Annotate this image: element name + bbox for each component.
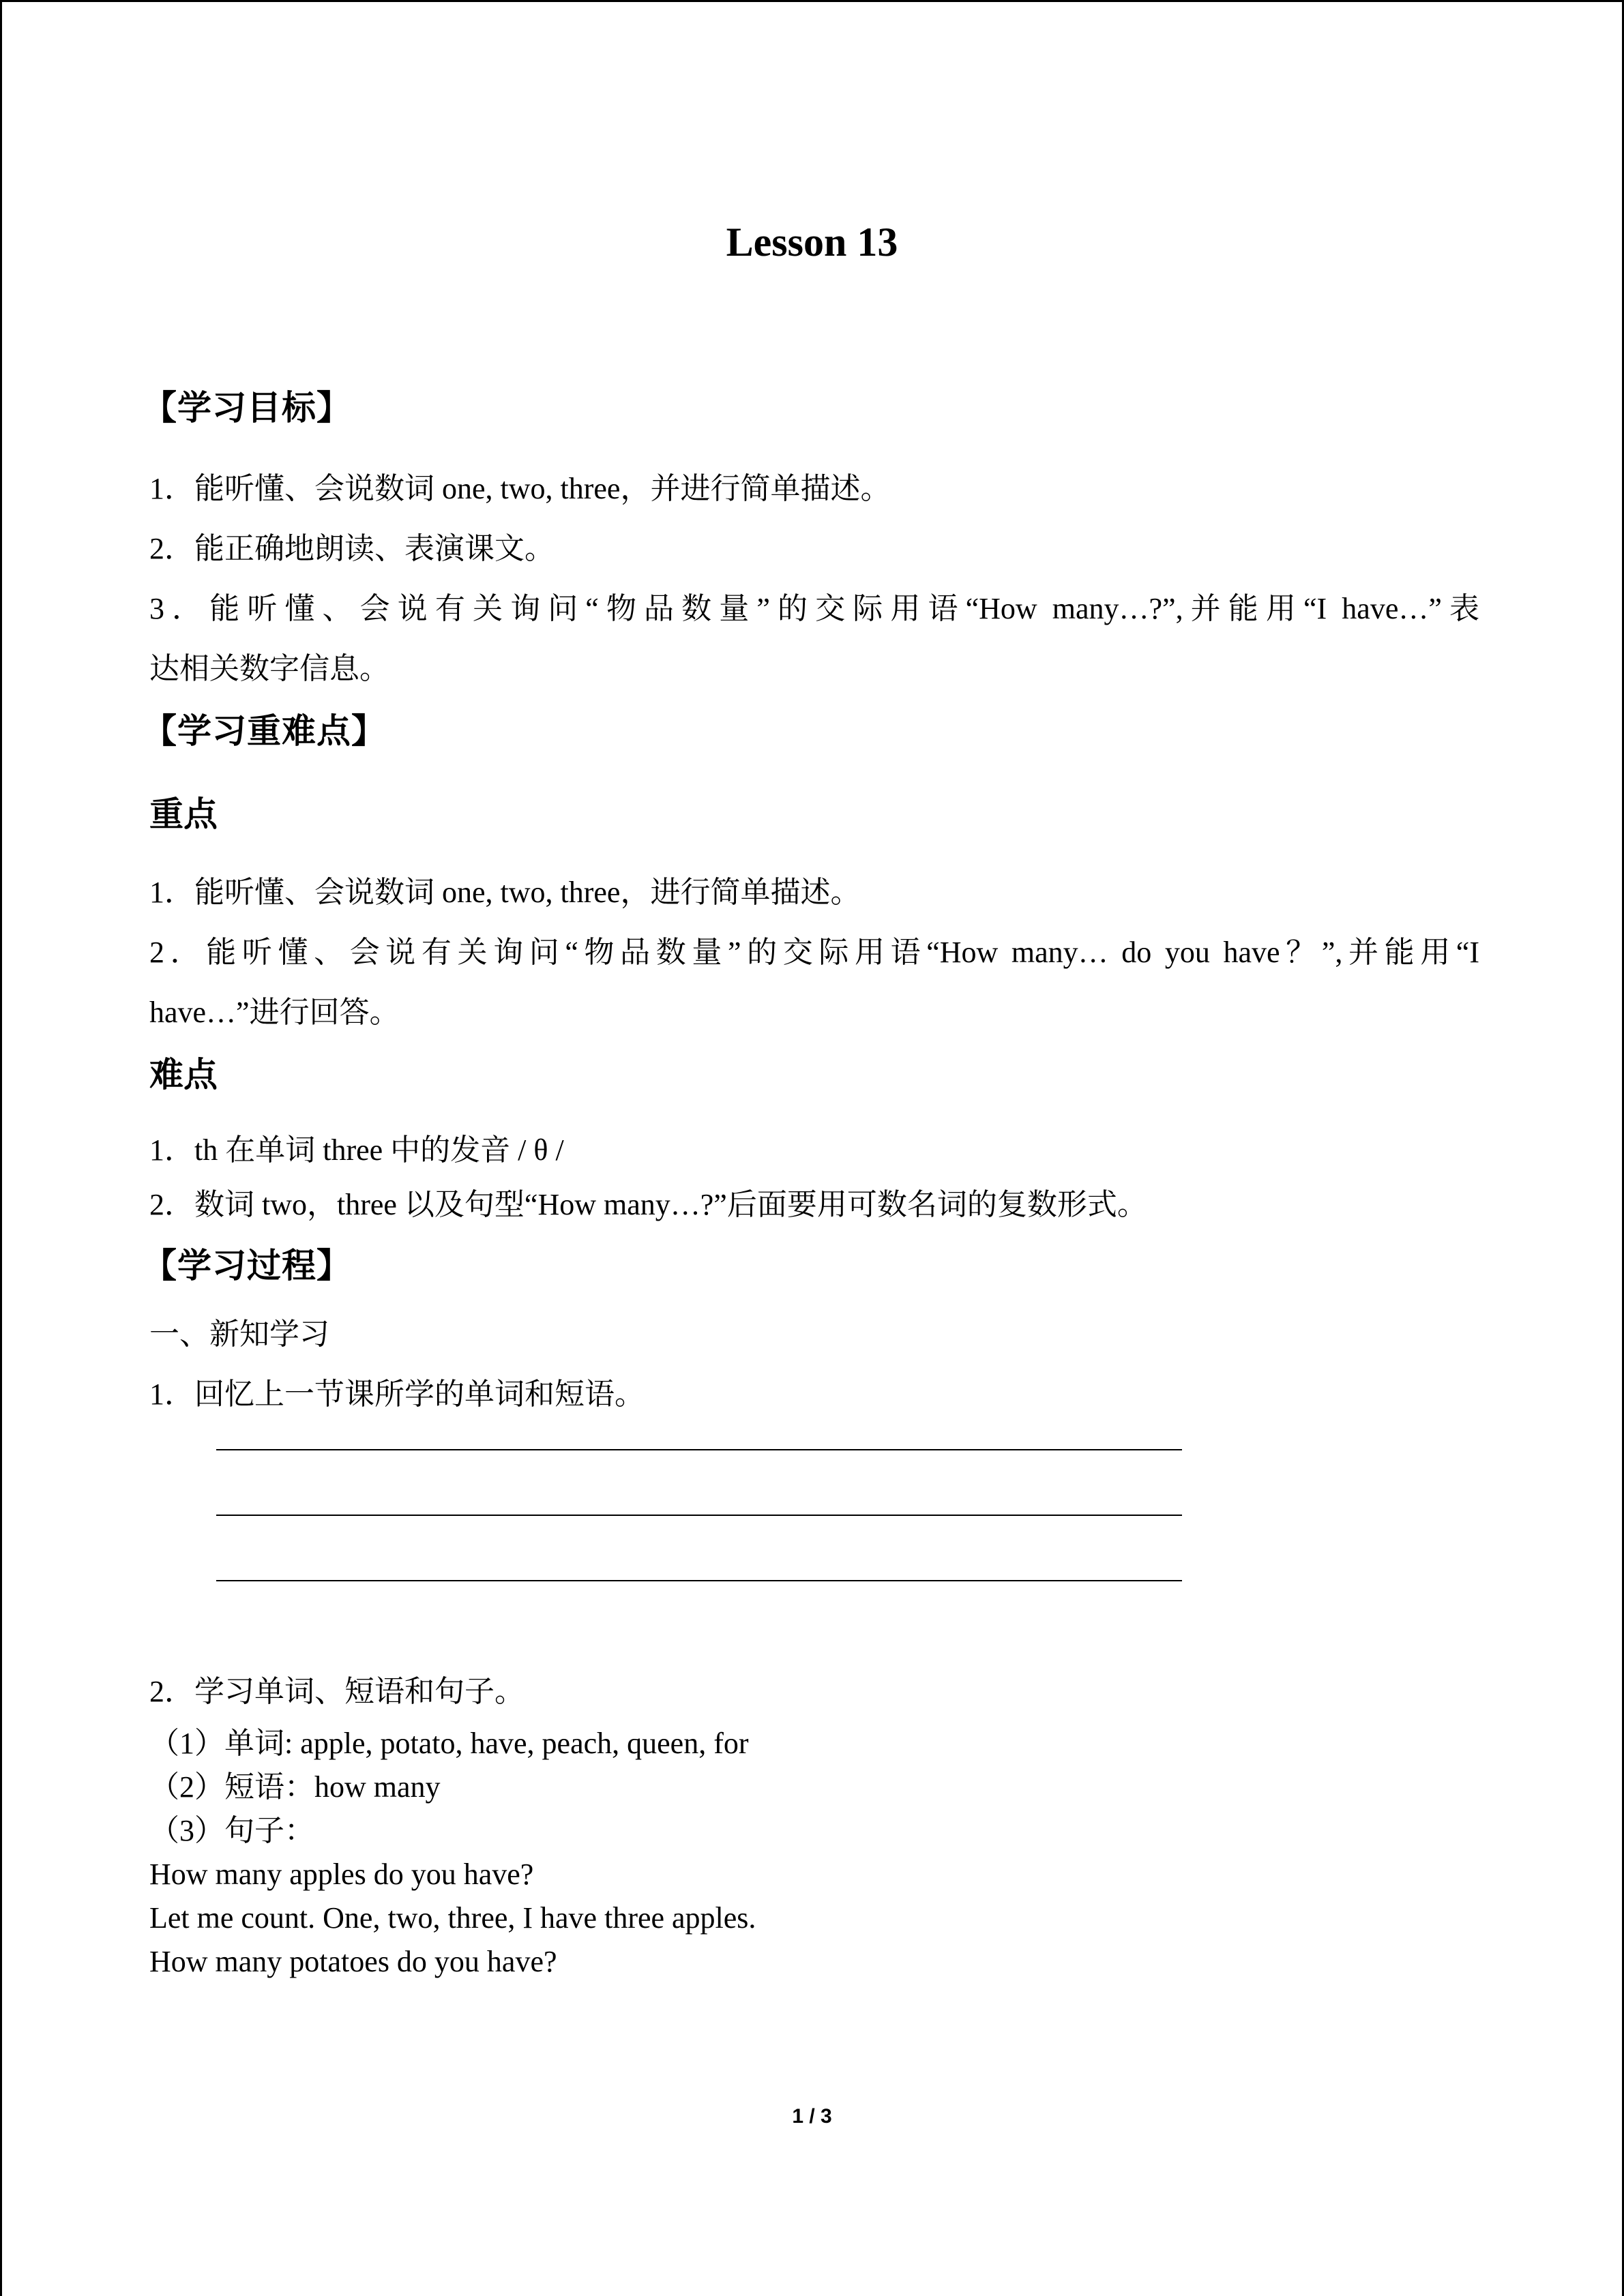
section-heading-key-difficult: 【学习重难点】 — [143, 711, 386, 751]
subheading-difficult-points: 难点 — [149, 1055, 218, 1094]
vocab-phrases: （2）短语：how many — [149, 1770, 441, 1804]
vocab-sentences-label: （3）句子： — [149, 1814, 314, 1847]
key-point-item-1: 1．能听懂、会说数词 one, two, three，进行简单描述。 — [149, 876, 861, 909]
document-body — [143, 384, 1479, 1984]
objective-item-2: 2．能正确地朗读、表演课文。 — [149, 532, 555, 565]
process-part-1: 一、新知学习 — [149, 1317, 329, 1351]
key-point-item-2-continued: have…”进行回答。 — [149, 996, 400, 1029]
objective-item-1: 1．能听懂、会说数词 one, two, three，并进行简单描述。 — [149, 472, 891, 505]
key-point-item-2: 2．能听懂、会说有关询问“物品数量”的交际用语“How many… do you have？”,并能用“I — [149, 936, 1479, 969]
objective-item-3-continued: 达相关数字信息。 — [149, 652, 389, 685]
sentence-line: How many apples do you have? — [149, 1858, 534, 1891]
answer-blank-lines — [216, 1449, 1479, 1581]
vocab-words: （1）单词: apple, potato, have, peach, queen, for — [149, 1727, 749, 1760]
objective-item-3: 3．能听懂、会说有关询问“物品数量”的交际用语“How many…?”,并能用“I have…”表 — [149, 592, 1479, 625]
process-step-1: 1．回忆上一节课所学的单词和短语。 — [149, 1377, 645, 1411]
answer-blank-line[interactable] — [216, 1580, 1182, 1581]
page-title: Lesson 13 — [726, 220, 898, 265]
section-heading-objectives: 【学习目标】 — [143, 388, 351, 428]
sentence-line: How many potatoes do you have? — [149, 1945, 557, 1978]
answer-blank-line[interactable] — [216, 1515, 1182, 1516]
sentence-line: Let me count. One, two, three, I have three apples. — [149, 1901, 756, 1935]
answer-blank-line[interactable] — [216, 1449, 1182, 1450]
section-heading-process: 【学习过程】 — [143, 1246, 351, 1285]
difficult-point-item-2: 2．数词 two，three 以及句型“How many…?”后面要用可数名词的复数形式。 — [149, 1188, 1147, 1221]
page-number: 1 / 3 — [792, 2105, 832, 2128]
difficult-point-item-1: 1．th 在单词 three 中的发音 / θ / — [149, 1133, 564, 1167]
process-step-2: 2．学习单词、短语和句子。 — [149, 1675, 525, 1708]
subheading-key-points: 重点 — [149, 794, 218, 834]
